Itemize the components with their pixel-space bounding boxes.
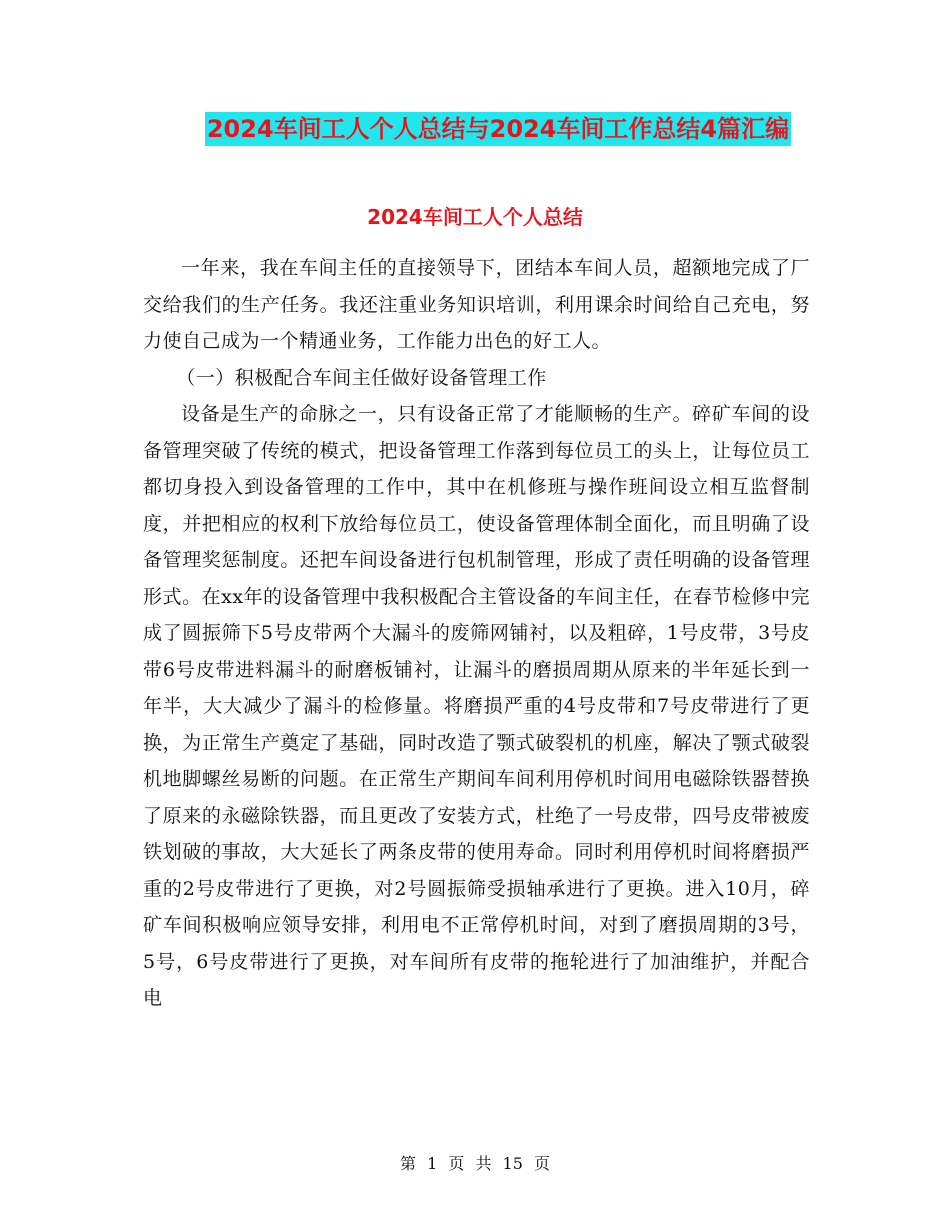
document-body [143,250,810,1017]
page-number-footer: 第 1 页 共 15 页 [400,1154,550,1173]
document-title-container [0,112,950,146]
paragraph-intro: 一年来，我在车间主任的直接领导下，团结本车间人员，超额地完成了厂交给我们的生产任务。我还注重业务知识培训，利用课余时间给自己充电，努力使自己成为一个精通业务，工作能力出色的好工人。 [143,257,810,352]
paragraph-equipment: 设备是生产的命脉之一，只有设备正常了才能顺畅的生产。碎矿车间的设备管理突破了传统的模式，把设备管理工作落到每位员工的头上，让每位员工都切身投入到设备管理的工作中，其中在机修班与操作班间设立相互监督制度，并把相应的权利下放给每位员工，使设备管理体制全面化，而且明确了设备管理奖惩制度。还把车间设备进行包机制管理，形成了责任明确的设备管理形式。在xx年的设备管理中我积极配合主管设备的车间主任，在春节检修中完成了圆振筛下5号皮带两个大漏斗的废筛网铺衬，以及粗碎，1号皮带，3号皮带6号皮带进料漏斗的耐磨板铺衬，让漏斗的磨损周期从原来的半年延长到一年半，大大减少了漏斗的检修量。将磨损严重的4号皮带和7号皮带进行了更换，为正常生产奠定了基础，同时改造了颚式破裂机的机座，解决了颚式破裂机地脚螺丝易断的问题。在正常生产期间车间利用停机时间用电磁除铁器替换了原来的永磁除铁器，而且更改了安装方式，杜绝了一号皮带，四号皮带被废铁划破的事故，大大延长了两条皮带的使用寿命。同时利用停机时间将磨损严重的2号皮带进行了更换，对2号圆振筛受损轴承进行了更换。进入10月，碎矿车间积极响应领导安排，利用电不正常停机时间，对到了磨损周期的3号，5号，6号皮带进行了更换，对车间所有皮带的拖轮进行了加油维护，并配合电 [143,403,810,1009]
document-title: 2024车间工人个人总结与2024车间工作总结4篇汇编 [205,112,791,146]
section-title: 2024车间工人个人总结 [367,205,583,229]
paragraph-subheading: （一）积极配合车间主任做好设备管理工作 [176,366,547,389]
